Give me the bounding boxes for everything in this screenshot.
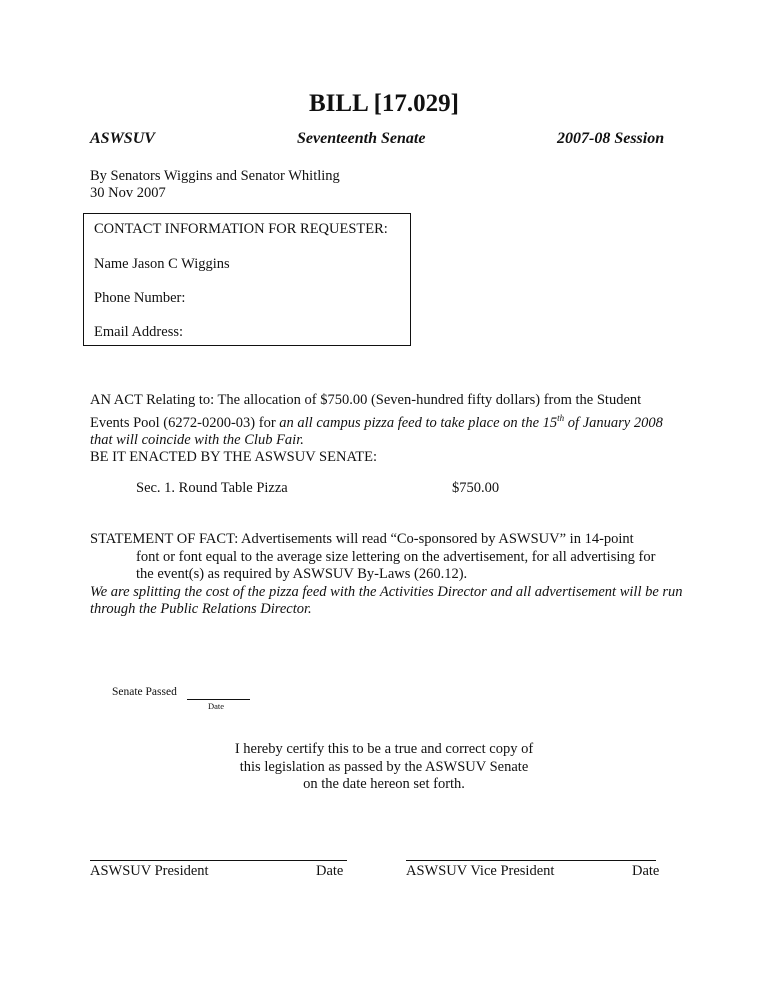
section-amount: $750.00 xyxy=(452,480,500,496)
sponsors: By Senators Wiggins and Senator Whitling xyxy=(90,168,340,184)
act-italic-1: an all campus pizza feed to take place on the 15 xyxy=(279,414,558,431)
act-italic-2: of January 2008 that will coincide with the Club Fair. xyxy=(90,414,663,448)
statement-of-fact xyxy=(90,531,690,619)
senate-passed-date-label: Date xyxy=(208,701,225,711)
statement-italic: We are splitting the cost of the pizza feed with the Activities Director and all advertisement will be run through the Public Relations Director. xyxy=(90,583,683,617)
president-signature-line xyxy=(90,860,347,861)
certification xyxy=(0,741,768,794)
statement-line-2: font or font equal to the average size lettering on the advertisement, for all advertising for xyxy=(136,548,656,565)
president-date-label: Date xyxy=(316,863,344,879)
certification-line-2: this legislation as passed by the ASWSUV Senate xyxy=(239,758,529,775)
contact-name: Name Jason C Wiggins xyxy=(94,256,230,272)
statement-line-1: STATEMENT OF FACT: Advertisements will read “Co-sponsored by ASWSUV” in 14-point xyxy=(90,531,634,547)
header-senate: Seventeenth Senate xyxy=(297,130,426,147)
contact-box xyxy=(83,213,411,346)
certification-line-3: on the date hereon set forth. xyxy=(303,776,465,792)
statement-line-3: the event(s) as required by ASWSUV By-Laws (260.12). xyxy=(136,566,468,582)
senate-passed-label: Senate Passed xyxy=(112,686,177,698)
header-session: 2007-08 Session xyxy=(557,130,665,147)
contact-phone: Phone Number: xyxy=(94,290,186,306)
vice-president-label: ASWSUV Vice President xyxy=(406,863,555,879)
vice-president-date-label: Date xyxy=(632,863,660,879)
act-paragraph xyxy=(90,392,680,467)
act-text: AN ACT Relating to: The allocation of $750.00 (Seven-hundred fifty dollars) from the Student Events Pool (6272-0200-03) for xyxy=(90,392,642,431)
act-sup: th xyxy=(557,412,565,423)
contact-heading: CONTACT INFORMATION FOR REQUESTER: xyxy=(94,221,388,237)
bill-date: 30 Nov 2007 xyxy=(90,185,166,201)
enacted-clause: BE IT ENACTED BY THE ASWSUV SENATE: xyxy=(90,449,378,466)
president-label: ASWSUV President xyxy=(90,863,209,879)
bill-title: BILL [17.029] xyxy=(308,90,460,117)
senate-passed-line xyxy=(187,699,250,700)
certification-line-1: I hereby certify this to be a true and correct copy of xyxy=(234,741,534,757)
header-org: ASWSUV xyxy=(90,130,155,147)
contact-email: Email Address: xyxy=(94,324,184,340)
section-label: Sec. 1. Round Table Pizza xyxy=(136,480,288,496)
vice-president-signature-line xyxy=(406,860,656,861)
